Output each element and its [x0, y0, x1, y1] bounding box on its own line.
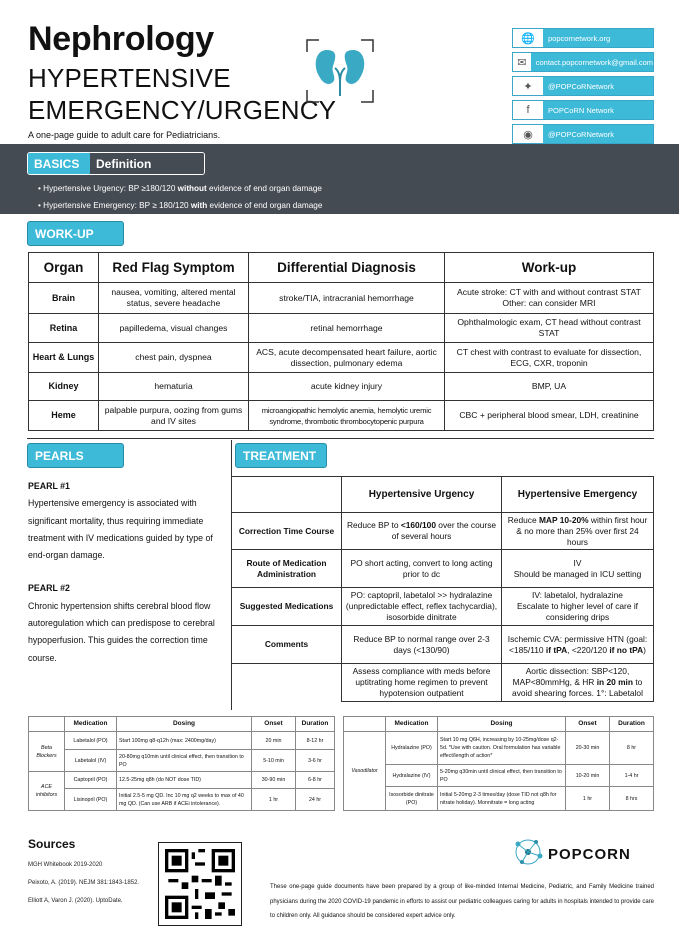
table-row: Beta Blockers Labetalol (PO) Start 100mg q8-q12h (max: 2400mg/day) 20 min 8-12 hr: [29, 732, 335, 750]
tagline: A one-page guide to adult care for Pediatricians.: [28, 130, 221, 140]
table-row: Hydralazine (IV) 5-20mg q30min until clinical effect, then transition to PO 10-20 min 1-4 hr: [344, 765, 654, 787]
table-row: Lisinopril (PO) Initial 2.5-5 mg QD. Inc 10 mg q2 weeks to max of 40 mg QD. (Can use ARB if ACEi intolerance). 1 hr 24 hr: [29, 789, 335, 811]
subtitle-line-1: HYPERTENSIVE: [28, 63, 231, 93]
email-icon: ✉: [513, 53, 531, 71]
table-row: Retina papilledema, visual changes retinal hemorrhage Ophthalmologic exam, CT head without contrast STAT: [29, 314, 654, 343]
source-item: Peixoto, A. (2019). NEJM 381:1843-1852.: [28, 880, 140, 886]
page-title: Nephrology: [28, 20, 214, 58]
table-row: Correction Time Course Reduce BP to <160/100 over the course of several hours Reduce MAP 10-20% within first hour & no more than 25% over first 24 hours: [232, 513, 654, 550]
facebook-icon: f: [513, 101, 543, 119]
table-row: Brain nausea, vomiting, altered mental status, severe headache stroke/TIA, intracranial hemorrhage Acute stroke: CT with and without contrast STAT Other: can consider MRI: [29, 283, 654, 314]
pearl-2-title: PEARL #2: [28, 583, 70, 594]
website-link[interactable]: 🌐 popcornetwork.org: [512, 28, 654, 48]
facebook-link[interactable]: f POPCoRN Network: [512, 100, 654, 120]
treatment-table: [231, 476, 654, 702]
table-row: Labetalol (IV) 20-80mg q10min until clinical effect, then transition to PO 5-10 min 3-6 hr: [29, 750, 335, 772]
table-row: Comments Reduce BP to normal range over 2-3 days (<130/90) Ischemic CVA: permissive HTN (goal: <185/110 if tPA, <220/120 if no tPA): [232, 626, 654, 664]
pearls-label: PEARLS: [27, 443, 124, 468]
footer-disclaimer: These one-page guide documents have been prepared by a group of like-minded Internal Medicine, Pediatric, and Family Medicine trained physicians during the 2020 COVID-19 pandemic in efforts to assist our pediatric colleagues caring for adults in hospitals intended to provide care to children only. All guidance should be considered expert advice only.: [270, 884, 654, 919]
popcorn-logo: [510, 834, 631, 874]
col-differential: Differential Diagnosis: [249, 253, 445, 283]
instagram-link[interactable]: ◉ @POPCoRNetwork: [512, 124, 654, 144]
table-row: Kidney hematuria acute kidney injury BMP, UA: [29, 373, 654, 401]
contact-links: [512, 28, 654, 148]
definition-tab: Definition: [90, 153, 204, 174]
col-emergency: Hypertensive Emergency: [502, 477, 654, 513]
instagram-icon: ◉: [513, 125, 543, 143]
pearl-1-text: Hypertensive emergency is associated with significant mortality, thus requiring immediate treatment with IV medications guided by type of end-organ damage.: [28, 498, 213, 561]
col-urgency: Hypertensive Urgency: [342, 477, 502, 513]
logo-text: POPCORN: [548, 845, 631, 863]
table-row: Heart & Lungs chest pain, dyspnea ACS, acute decompensated heart failure, aortic dissection, pulmonary edema CT chest with contrast to evaluate for dissection, ECG, CXR, troponin: [29, 343, 654, 373]
twitter-icon: ✦: [513, 77, 543, 95]
email-link[interactable]: ✉ contact.popcornetwork@gmail.com: [512, 52, 654, 72]
table-row: Route of Medication Administration PO short acting, convert to long acting prior to dc IV Should be managed in ICU setting: [232, 550, 654, 588]
pearl-1-title: PEARL #1: [28, 481, 70, 491]
drug-table-left: Medication Dosing Onset Duration Beta Blockers Labetalol (PO) Start 100mg q8-q12h (max: 2400mg/day) 20 min 8-12 hr Labetalol (IV) 20-80mg q10min until clinical effect, then transition to PO 5-10 min 3-6 hr ACE inhibitors Captopril (PO) 12.5-25mg q8h (do NOT dose TID) 30-90 min 6-8 hr Lisinopril (PO) Initial 2.5-5 mg QD. Inc 10 mg q2 weeks to max of 40 mg QD. (Can use ARB if ACEi intolerance). 1 hr 24 hr: [28, 716, 335, 811]
table-row: Vasodilator Hydralazine (PO) Start 10 mg Q6H, increasing by 10-25mg/dose q2-5d. *Use with caution. Oral formulation has variable effect/length of action* 20-30 min 8 hr: [344, 732, 654, 765]
definition-urgency: • Hypertensive Urgency: BP ≥180/120 without evidence of end organ damage: [38, 184, 322, 193]
subtitle-line-2: EMERGENCY/URGENCY: [28, 95, 337, 125]
page-subtitle: [28, 62, 336, 126]
pearl-2-text: Chronic hypertension shifts cerebral blood flow autoregulation which can predispose to cerebral hypoperfusion. This guides the correction time course.: [28, 600, 215, 663]
basics-header: [27, 152, 205, 175]
divider: [27, 438, 654, 439]
kidney-icon: [305, 38, 375, 104]
col-workup: Work-up: [445, 253, 654, 283]
workup-label: WORK-UP: [27, 221, 124, 246]
globe-icon: 🌐: [513, 29, 543, 47]
basics-tab: BASICS: [28, 153, 90, 174]
workup-table: [28, 252, 654, 431]
blank-header: [232, 477, 342, 513]
sources-title: Sources: [28, 837, 76, 851]
pearls-body: [28, 478, 218, 667]
col-red-flag: Red Flag Symptom: [99, 253, 249, 283]
twitter-link[interactable]: ✦ @POPCoRNetwork: [512, 76, 654, 96]
table-row: Suggested Medications PO: captopril, labetalol >> hydralazine (unpredictable effect, reflex tachycardia), isosorbide dinitrate IV: labetalol, hydralazine Escalate to higher level of care if considering drips: [232, 588, 654, 626]
source-item: MGH Whitebook 2019-2020: [28, 862, 103, 868]
table-row: Heme palpable purpura, oozing from gums and IV sites microangiopathic hemolytic anemia, hemolytic uremic syndrome, thrombotic thrombocytopenic purpura CBC + peripheral blood smear, LDH, creatinine: [29, 401, 654, 431]
treatment-label: TREATMENT: [235, 443, 327, 468]
table-row: ACE inhibitors Captopril (PO) 12.5-25mg q8h (do NOT dose TID) 30-90 min 6-8 hr: [29, 772, 335, 789]
network-globe-icon: [510, 834, 546, 874]
source-item: Elliott A, Varon J. (2020). UptoDate.: [28, 898, 123, 904]
qr-code[interactable]: [158, 842, 242, 926]
col-organ: Organ: [29, 253, 99, 283]
table-row: Assess compliance with meds before uptitrating home regimen to prevent hypotension outpatient Aortic dissection: SBP<120, MAP<80mmHg, & HR in 20 min to avoid shearing forces. 1°: Labetalol: [232, 664, 654, 702]
drug-table-right: Medication Dosing Onset Duration Vasodilator Hydralazine (PO) Start 10 mg Q6H, increasing by 10-25mg/dose q2-5d. *Use with caution. Oral formulation has variable effect/length of action* 20-30 min 8 hr Hydralazine (IV) 5-20mg q30min until clinical effect, then transition to PO 10-20 min 1-4 hr Isosorbide dinitrate (PO) Initial 5-20mg 2-3 times/day (dose TID not q8h for nitrate holiday). Monnitrate = long acting 1 hr 8 hrs: [343, 716, 654, 811]
table-row: Isosorbide dinitrate (PO) Initial 5-20mg 2-3 times/day (dose TID not q8h for nitrate holiday). Monnitrate = long acting 1 hr 8 hrs: [344, 787, 654, 811]
definition-emergency: • Hypertensive Emergency: BP ≥ 180/120 with evidence of end organ damage: [38, 201, 323, 210]
